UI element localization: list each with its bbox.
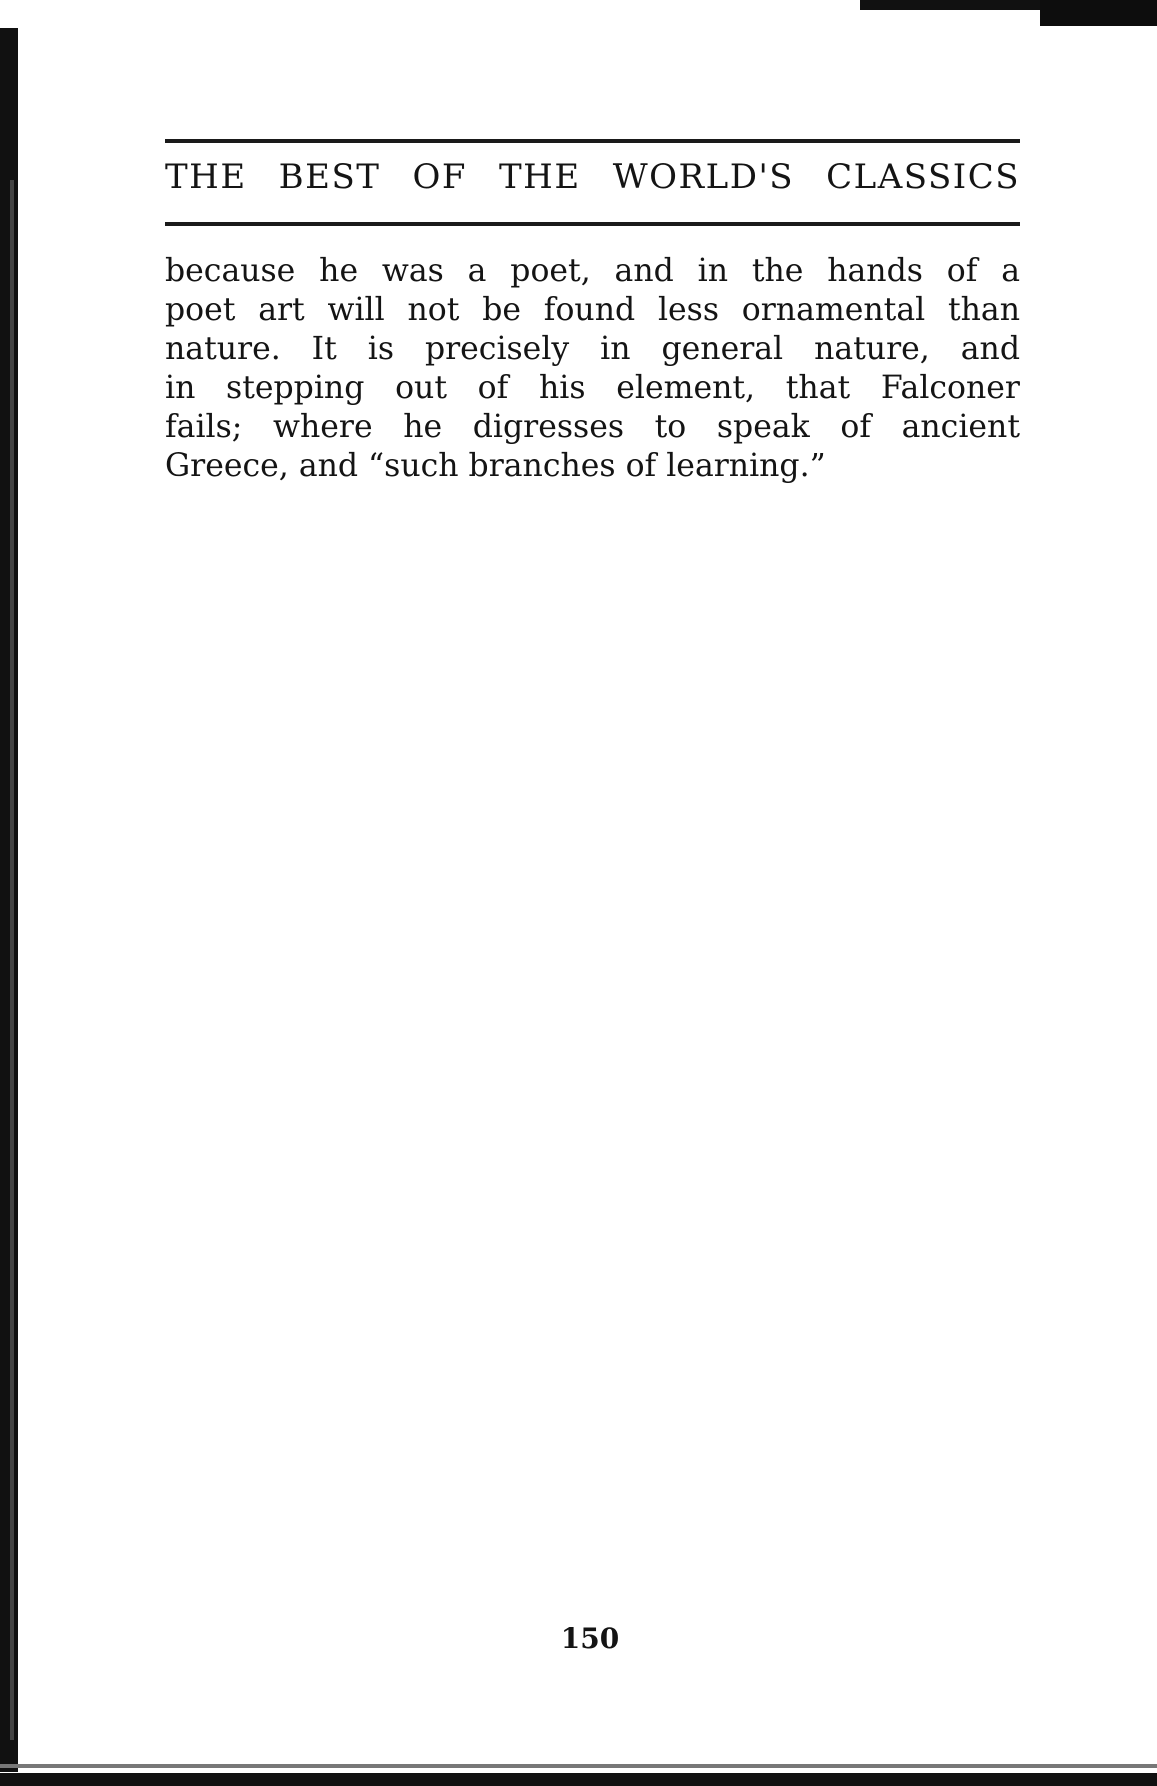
- body-line: Greece, and “such branches of learning.”: [165, 448, 826, 484]
- scan-bottom-edge: [0, 1773, 1157, 1786]
- header-rule-bottom: [165, 222, 1020, 226]
- body-line: nature. It is precisely in general nature, and: [165, 331, 1020, 367]
- body-line: fails; where he digresses to speak of ancient: [165, 409, 1020, 445]
- body-line: because he was a poet, and in the hands of a: [165, 253, 1020, 289]
- scan-bottom-shadow: [0, 1764, 1157, 1768]
- body-line: in stepping out of his element, that Falconer: [165, 370, 1020, 406]
- scan-top-corner: [1040, 0, 1157, 26]
- scan-left-edge: [0, 28, 18, 1772]
- page-number: 150: [560, 1622, 620, 1655]
- body-paragraph: [165, 252, 1020, 486]
- header-rule-top: [165, 139, 1020, 143]
- running-head: THE BEST OF THE WORLD'S CLASSICS: [165, 157, 1020, 197]
- body-line: poet art will not be found less ornamental than: [165, 292, 1020, 328]
- scan-left-shadow: [10, 180, 14, 1740]
